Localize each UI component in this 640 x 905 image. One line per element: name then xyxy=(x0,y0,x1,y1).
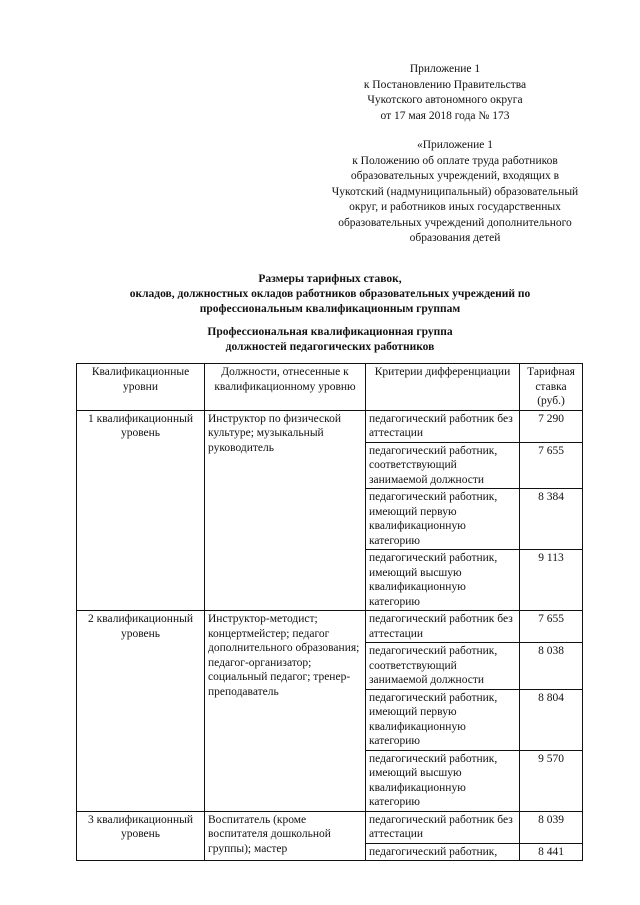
criterion-cell: педагогический работник, соответствующий занимаемой должности xyxy=(366,442,520,489)
appendix-header xyxy=(320,62,570,124)
level-cell: 3 квалификационный уровень xyxy=(77,811,205,861)
criterion-cell: педагогический работник без аттестации xyxy=(366,611,520,643)
table-row xyxy=(77,410,583,442)
criterion-cell: педагогический работник без аттестации xyxy=(366,811,520,843)
rate-cell: 8 804 xyxy=(520,689,583,750)
rate-cell: 9 570 xyxy=(520,750,583,811)
table-header-row xyxy=(77,364,583,411)
positions-cell: Инструктор по физической культуре; музыкальный руководитель xyxy=(205,410,366,611)
criterion-cell: педагогический работник, имеющий первую квалификационную категорию xyxy=(366,489,520,550)
rate-cell: 8 441 xyxy=(520,843,583,861)
level-cell: 1 квалификационный уровень xyxy=(77,410,205,611)
level-cell: 2 квалификационный уровень xyxy=(77,611,205,812)
criterion-cell: педагогический работник, имеющий первую квалификационную категорию xyxy=(366,689,520,750)
appendix-header-line: Приложение 1 xyxy=(409,63,481,75)
appendix-sub-line: «Приложение 1 xyxy=(416,139,494,151)
criterion-cell: педагогический работник без аттестации xyxy=(366,410,520,442)
rate-cell: 8 039 xyxy=(520,811,583,843)
document-title xyxy=(70,272,590,317)
table-row xyxy=(77,611,583,643)
title-line: окладов, должностных окладов работников образовательных учреждений по xyxy=(129,288,531,300)
positions-cell: Инструктор-методист; концертмейстер; педагог дополнительного образования; педагог-организатор; социальный педагог; тренер-преподаватель xyxy=(205,611,366,812)
rate-cell: 8 038 xyxy=(520,643,583,690)
appendix-header-line: к Постановлению Правительства xyxy=(363,78,527,91)
group-subtitle xyxy=(70,325,590,355)
appendix-sub-text: к Положению об оплате труда работников образовательных учреждений, входящих в Чукотский (надмуниципальный) образовательный округ, и работников иных государственных образовательных учреждений дополнительного образования детей xyxy=(331,154,579,244)
subtitle-line: должностей педагогических работников xyxy=(225,341,435,353)
header-rate: Тарифная ставка (руб.) xyxy=(520,364,583,411)
appendix-subheader xyxy=(325,138,585,247)
table-row xyxy=(77,811,583,843)
title-line: Размеры тарифных ставок, xyxy=(258,273,402,285)
tariff-table xyxy=(76,363,583,861)
subtitle-line: Профессиональная квалификационная группа xyxy=(207,326,453,338)
positions-cell: Воспитатель (кроме воспитателя дошкольной группы); мастер xyxy=(205,811,366,861)
appendix-header-line: от 17 мая 2018 года № 173 xyxy=(380,109,510,122)
rate-cell: 7 655 xyxy=(520,611,583,643)
header-positions: Должности, отнесенные к квалификационному уровню xyxy=(205,364,366,411)
rate-cell: 7 290 xyxy=(520,410,583,442)
criterion-cell: педагогический работник, имеющий высшую квалификационную категорию xyxy=(366,550,520,611)
header-criteria: Критерии дифференциации xyxy=(366,364,520,411)
criterion-cell: педагогический работник, xyxy=(366,843,520,861)
title-line: профессиональным квалификационным группам xyxy=(199,303,461,315)
criterion-cell: педагогический работник, соответствующий занимаемой должности xyxy=(366,643,520,690)
appendix-header-line: Чукотского автономного округа xyxy=(367,94,523,106)
rate-cell: 8 384 xyxy=(520,489,583,550)
rate-cell: 9 113 xyxy=(520,550,583,611)
rate-cell: 7 655 xyxy=(520,442,583,489)
header-levels: Квалификационные уровни xyxy=(77,364,205,411)
criterion-cell: педагогический работник, имеющий высшую квалификационную категорию xyxy=(366,750,520,811)
